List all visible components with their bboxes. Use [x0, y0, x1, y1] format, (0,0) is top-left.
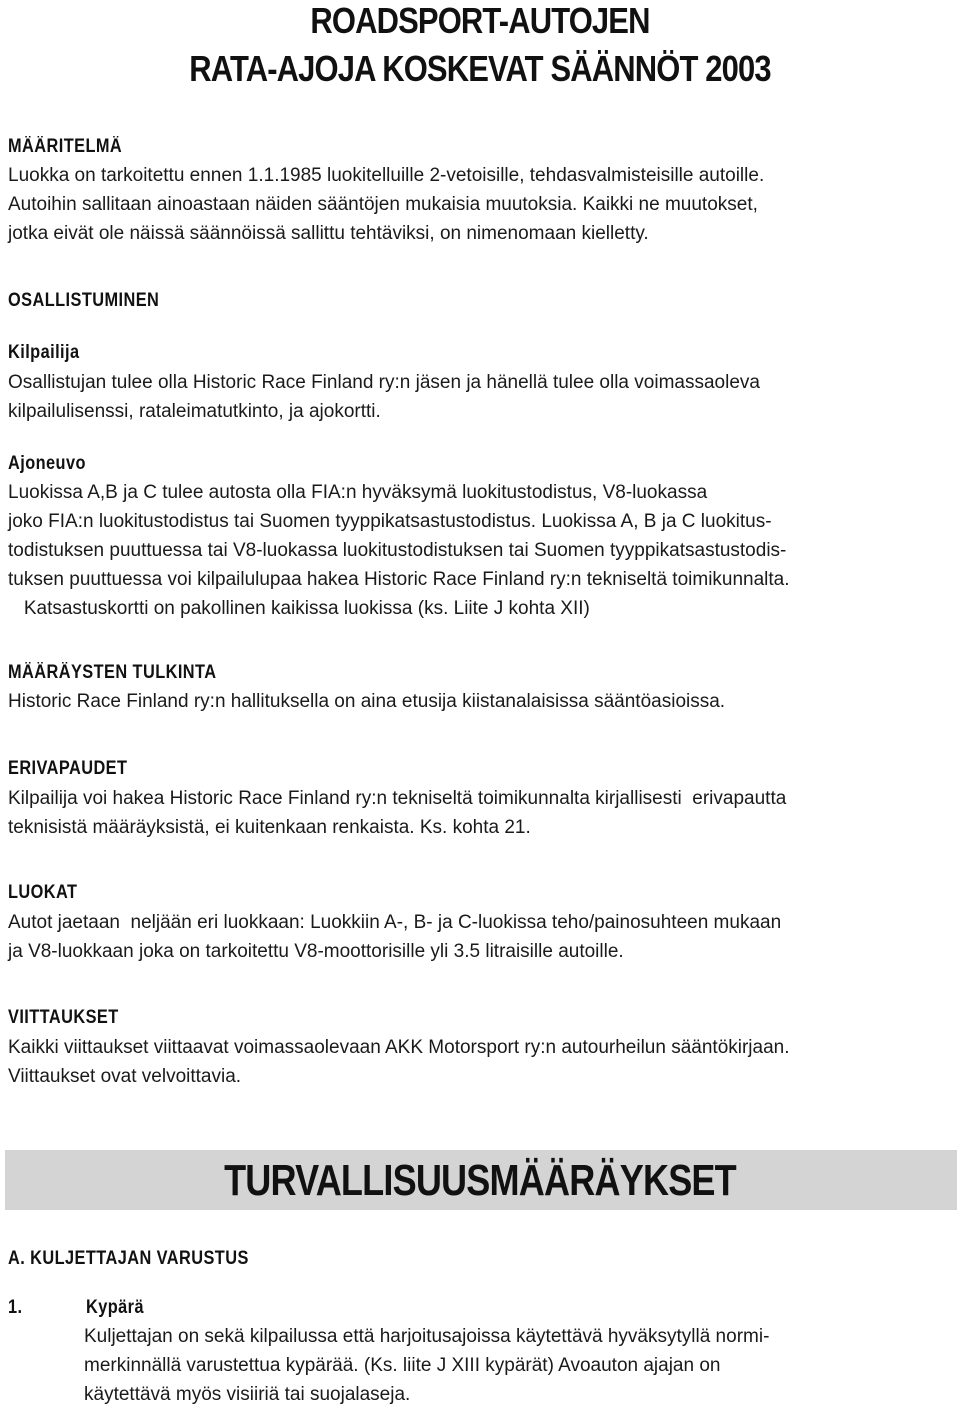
- section-heading-tulkinta: MÄÄRÄYSTEN TULKINTA: [8, 662, 217, 683]
- text-line: Kaikki viittaukset viittaavat voimassaolevaan AKK Motorsport ry:n autourheilun sääntökirjaan.: [8, 1037, 790, 1058]
- text-line: Luokissa A,B ja C tulee autosta olla FIA:n hyväksymä luokitustodistus, V8-luokassa: [8, 482, 708, 503]
- safety-banner-title: TURVALLISUUSMÄÄRÄYKSET: [224, 1156, 736, 1205]
- text-line: jotka eivät ole näissä säännöissä sallittu tehtäviksi, on nimenomaan kielletty.: [8, 223, 649, 244]
- text-line: Historic Race Finland ry:n hallituksella on aina etusija kiistanalaisissa sääntöasioissa.: [8, 691, 726, 712]
- subsection-heading-ajoneuvo: Ajoneuvo: [8, 453, 86, 474]
- text-line: Kilpailija voi hakea Historic Race Finland ry:n tekniseltä toimikunnalta kirjallisesti erivapautta: [8, 788, 787, 809]
- text-line: Katsastuskortti on pakollinen kaikissa luokissa (ks. Liite J kohta XII): [8, 598, 590, 619]
- text-line: Autot jaetaan neljään eri luokkaan: Luokkiin A-, B- ja C-luokissa teho/painosuhteen mukaan: [8, 912, 782, 933]
- text-line: ja V8-luokkaan joka on tarkoitettu V8-moottorisille yli 3.5 litraisille autoille.: [8, 941, 624, 962]
- text-line: teknisistä määräyksistä, ei kuitenkaan renkaista. Ks. kohta 21.: [8, 817, 531, 838]
- text-line: merkinnällä varustettua kypärää. (Ks. liite J XIII kypärät) Avoauton ajajan on: [84, 1355, 721, 1376]
- item-heading-kypara: Kypärä: [86, 1297, 144, 1318]
- text-line: Kuljettajan on sekä kilpailussa että harjoitusajoissa käytettävä hyväksytyllä normi-: [84, 1326, 770, 1347]
- text-line: tuksen puuttuessa voi kilpailulupaa hakea Historic Race Finland ry:n tekniseltä toimikunnalta.: [8, 569, 790, 590]
- section-heading-viittaukset: VIITTAUKSET: [8, 1007, 119, 1028]
- section-heading-erivapaudet: ERIVAPAUDET: [8, 758, 128, 779]
- text-line: kilpailulisenssi, rataleimatutkinto, ja ajokortti.: [8, 401, 381, 422]
- paragraph-ajoneuvo: [8, 478, 958, 623]
- subsection-heading-kilpailija: Kilpailija: [8, 342, 80, 363]
- paragraph-luokat: [8, 908, 958, 966]
- text-line: Luokka on tarkoitettu ennen 1.1.1985 luokitelluille 2-vetoisille, tehdasvalmisteisille autoille.: [8, 165, 765, 186]
- subsection-heading-kuljettajan-varustus: A. KULJETTAJAN VARUSTUS: [8, 1248, 249, 1269]
- text-line: Viittaukset ovat velvoittavia.: [8, 1066, 242, 1087]
- text-line: todistuksen puuttuessa tai V8-luokassa luokitustodistuksen tai Suomen tyyppikatsastustodis-: [8, 540, 787, 561]
- section-heading-maaritelma: MÄÄRITELMÄ: [8, 136, 123, 157]
- text-line: Osallistujan tulee olla Historic Race Finland ry:n jäsen ja hänellä tulee olla voimassaoleva: [8, 372, 760, 393]
- document-title-line-1: ROADSPORT-AUTOJEN: [310, 0, 650, 41]
- document-title-line-2: RATA-AJOJA KOSKEVAT SÄÄNNÖT 2003: [189, 48, 771, 89]
- paragraph-kypara: [84, 1322, 954, 1409]
- paragraph-kilpailija: [8, 368, 958, 426]
- paragraph-viittaukset: [8, 1033, 958, 1091]
- paragraph-erivapaudet: [8, 784, 958, 842]
- section-heading-osallistuminen: OSALLISTUMINEN: [8, 290, 160, 311]
- section-heading-luokat: LUOKAT: [8, 882, 78, 903]
- item-number: 1.: [8, 1297, 23, 1318]
- text-line: joko FIA:n luokitustodistus tai Suomen tyyppikatsastustodistus. Luokissa A, B ja C luokitus-: [8, 511, 772, 532]
- text-line: käytettävä myös visiiriä tai suojalaseja.: [84, 1384, 411, 1405]
- text-line: Autoihin sallitaan ainoastaan näiden sääntöjen mukaisia muutoksia. Kaikki ne muutokset,: [8, 194, 758, 215]
- paragraph-tulkinta: [8, 687, 958, 716]
- paragraph-maaritelma: [8, 161, 958, 248]
